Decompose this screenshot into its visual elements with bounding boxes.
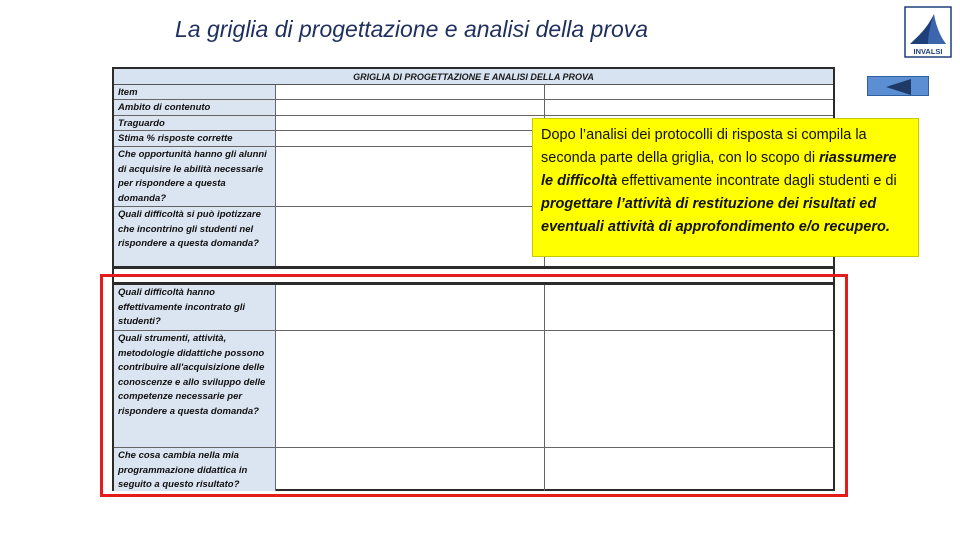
table-cell <box>545 285 833 330</box>
row-label: Che cosa cambia nella mia programmazione didattica in seguito a questo risultato? <box>114 448 276 491</box>
row-label: Traguardo <box>114 116 276 130</box>
callout-text: Dopo l’analisi dei protocolli di risposta si compila la seconda parte della griglia, con lo scopo di <box>541 127 867 166</box>
row-label: Che opportunità hanno gli alunni di acquisire le abilità necessarie per rispondere a questa domanda? <box>114 147 276 206</box>
invalsi-logo <box>904 6 952 58</box>
row-label: Quali strumenti, attività, metodologie didattiche possono contribuire all'acquisizione delle conoscenze e allo sviluppo delle competenze necessarie per rispondere a questa domanda? <box>114 331 276 447</box>
row-label: Stima % risposte corrette <box>114 131 276 146</box>
table-row <box>114 448 833 491</box>
section-divider <box>114 266 833 285</box>
table-cell <box>276 285 545 330</box>
table-cell <box>545 100 833 115</box>
table-cell <box>276 131 545 146</box>
table-cell <box>276 100 545 115</box>
grid-header: GRIGLIA DI PROGETTAZIONE E ANALISI DELLA PROVA <box>114 69 833 85</box>
table-cell <box>276 116 545 130</box>
table-cell <box>276 147 545 206</box>
row-label: Item <box>114 85 276 99</box>
back-arrow-icon <box>868 77 930 97</box>
table-cell <box>276 448 545 491</box>
callout-emphasis: progettare l’attività di restituzione dei risultati ed eventuali attività di approfondimento e/o recupero. <box>541 196 890 235</box>
table-row <box>114 100 833 116</box>
logo-text: INVALSI <box>913 47 943 56</box>
callout-note <box>532 118 919 257</box>
table-row <box>114 85 833 100</box>
row-label: Ambito di contenuto <box>114 100 276 115</box>
table-cell <box>545 331 833 447</box>
row-label: Quali difficoltà si può ipotizzare che incontrino gli studenti nel rispondere a questa domanda? <box>114 207 276 266</box>
row-label: Quali difficoltà hanno effettivamente incontrato gli studenti? <box>114 285 276 330</box>
table-row <box>114 331 833 448</box>
table-cell <box>276 207 545 266</box>
table-cell <box>276 85 545 99</box>
callout-text: effettivamente incontrate dagli studenti e di <box>617 173 897 189</box>
table-cell <box>545 85 833 99</box>
page-title: La griglia di progettazione e analisi della prova <box>175 16 649 42</box>
table-cell <box>276 331 545 447</box>
table-row <box>114 285 833 331</box>
back-button[interactable] <box>867 76 929 96</box>
table-cell <box>545 448 833 491</box>
callout-emphasis: riassumere le difficoltà <box>541 150 897 189</box>
